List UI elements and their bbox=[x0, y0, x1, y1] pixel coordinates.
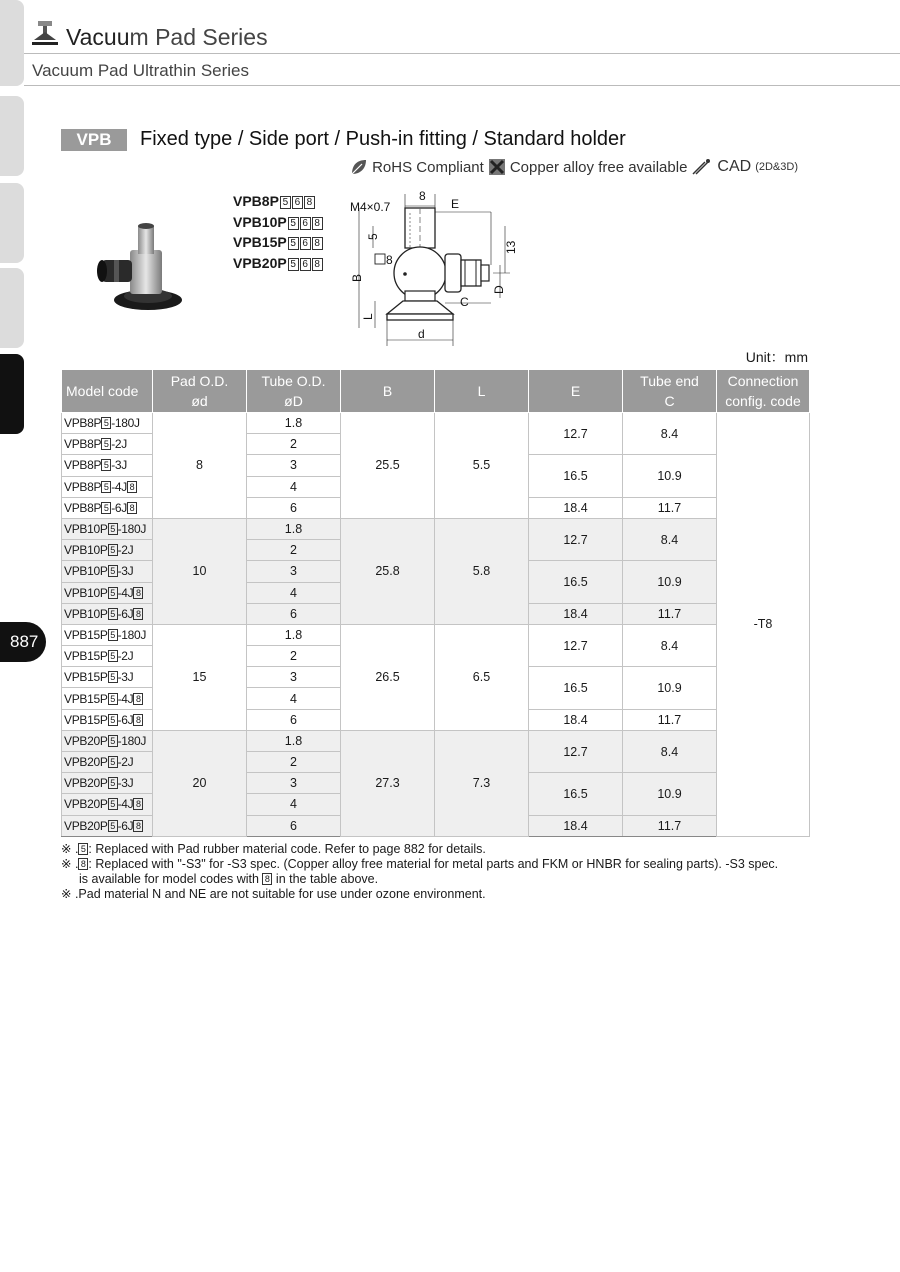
label-C: C bbox=[460, 295, 469, 309]
series-badge: VPB bbox=[61, 129, 127, 151]
model-code-cell: VPB8P 5 -6J 8 bbox=[62, 497, 153, 518]
b-cell: 27.3 bbox=[341, 730, 435, 836]
label-sq8: 8 bbox=[386, 253, 393, 267]
side-tab-2[interactable] bbox=[0, 96, 24, 176]
tube-end-cell: 11.7 bbox=[623, 709, 717, 730]
model-code-cell: VPB15P 5 -180J bbox=[62, 624, 153, 645]
l-cell: 6.5 bbox=[435, 624, 529, 730]
col-tube-end: Tube end C bbox=[623, 370, 717, 413]
label-13: 13 bbox=[504, 240, 518, 254]
label-5: 5 bbox=[366, 233, 380, 240]
tube-end-cell: 11.7 bbox=[623, 497, 717, 518]
l-cell: 5.5 bbox=[435, 413, 529, 519]
connection-code-cell: -T8 bbox=[717, 413, 810, 837]
side-tab-3[interactable] bbox=[0, 183, 24, 263]
model-code-cell: VPB8P 5 -3J bbox=[62, 455, 153, 476]
tube-od-cell: 3 bbox=[247, 561, 341, 582]
tube-od-cell: 1.8 bbox=[247, 518, 341, 539]
footnotes bbox=[61, 842, 821, 902]
footnote-1: ※ . 5 : Replaced with Pad rubber material code. Refer to page 882 for details. bbox=[61, 842, 486, 856]
tube-od-cell: 3 bbox=[247, 455, 341, 476]
col-e: E bbox=[529, 370, 623, 413]
tube-end-cell: 10.9 bbox=[623, 773, 717, 815]
footnote-3: ※ .Pad material N and NE are not suitable for use under ozone environment. bbox=[61, 887, 486, 901]
e-cell: 16.5 bbox=[529, 561, 623, 603]
model-code-cell: VPB20P 5 -4J 8 bbox=[62, 794, 153, 815]
tube-od-cell: 4 bbox=[247, 794, 341, 815]
tube-od-cell: 2 bbox=[247, 540, 341, 561]
tube-od-cell: 2 bbox=[247, 752, 341, 773]
tube-od-cell: 4 bbox=[247, 688, 341, 709]
l-cell: 7.3 bbox=[435, 730, 529, 836]
e-cell: 12.7 bbox=[529, 413, 623, 455]
label-d: d bbox=[418, 327, 425, 341]
tube-end-cell: 8.4 bbox=[623, 518, 717, 560]
vacuum-pad-icon bbox=[30, 20, 60, 50]
side-tab-1[interactable] bbox=[0, 0, 24, 86]
pad-od-cell: 15 bbox=[153, 624, 247, 730]
pad-od-cell: 20 bbox=[153, 730, 247, 836]
label-E: E bbox=[451, 197, 460, 211]
model-code-item: VPB10P 5 6 8 bbox=[233, 212, 323, 233]
table-row bbox=[62, 413, 810, 434]
model-code-item: VPB20P 5 6 8 bbox=[233, 253, 323, 274]
side-tab-active[interactable] bbox=[0, 354, 24, 434]
model-code-cell: VPB15P 5 -2J bbox=[62, 646, 153, 667]
cad-icon bbox=[691, 158, 713, 176]
model-code-cell: VPB8P 5 -180J bbox=[62, 413, 153, 434]
series-header-title: Vacuum Pad Series bbox=[66, 24, 268, 50]
footnote-2-cont: is available for model codes with 8 in the table above. bbox=[79, 872, 379, 886]
model-code-list bbox=[233, 191, 323, 273]
cad-note: (2D&3D) bbox=[755, 161, 798, 173]
tube-od-cell: 2 bbox=[247, 434, 341, 455]
e-cell: 18.4 bbox=[529, 815, 623, 836]
label-8: 8 bbox=[419, 189, 426, 203]
label-B: B bbox=[350, 273, 364, 282]
tube-od-cell: 1.8 bbox=[247, 730, 341, 751]
model-code-item: VPB15P 5 6 8 bbox=[233, 232, 323, 253]
e-cell: 12.7 bbox=[529, 624, 623, 666]
col-pad-od: Pad O.D. ød bbox=[153, 370, 247, 413]
tube-end-cell: 8.4 bbox=[623, 413, 717, 455]
model-code-cell: VPB15P 5 -3J bbox=[62, 667, 153, 688]
tube-od-cell: 3 bbox=[247, 773, 341, 794]
subheader-divider bbox=[24, 85, 900, 86]
e-cell: 18.4 bbox=[529, 603, 623, 624]
label-D: D bbox=[492, 285, 506, 294]
spec-table bbox=[61, 369, 810, 837]
col-b: B bbox=[341, 370, 435, 413]
copper-free-icon bbox=[488, 158, 506, 176]
b-cell: 25.5 bbox=[341, 413, 435, 519]
model-code-cell: VPB20P 5 -180J bbox=[62, 730, 153, 751]
e-cell: 12.7 bbox=[529, 730, 623, 772]
leaf-icon bbox=[350, 158, 368, 176]
copper-free-label: Copper alloy free available bbox=[509, 158, 688, 176]
tube-end-cell: 10.9 bbox=[623, 455, 717, 497]
tube-od-cell: 2 bbox=[247, 646, 341, 667]
b-cell: 25.8 bbox=[341, 518, 435, 624]
model-code-cell: VPB10P 5 -180J bbox=[62, 518, 153, 539]
model-code-cell: VPB15P 5 -4J 8 bbox=[62, 688, 153, 709]
col-tube-od: Tube O.D. øD bbox=[247, 370, 341, 413]
tube-od-cell: 1.8 bbox=[247, 624, 341, 645]
col-l: L bbox=[435, 370, 529, 413]
series-subtitle: Vacuum Pad Ultrathin Series bbox=[32, 61, 250, 80]
table-row bbox=[62, 518, 810, 539]
model-code-cell: VPB10P 5 -3J bbox=[62, 561, 153, 582]
l-cell: 5.8 bbox=[435, 518, 529, 624]
model-code-cell: VPB20P 5 -3J bbox=[62, 773, 153, 794]
page-number-badge bbox=[0, 622, 46, 662]
model-code-cell: VPB8P 5 -4J 8 bbox=[62, 476, 153, 497]
e-cell: 16.5 bbox=[529, 455, 623, 497]
b-cell: 26.5 bbox=[341, 624, 435, 730]
tube-od-cell: 4 bbox=[247, 476, 341, 497]
feature-labels bbox=[350, 158, 798, 176]
col-model: Model code bbox=[62, 370, 153, 413]
tube-od-cell: 1.8 bbox=[247, 413, 341, 434]
model-code-cell: VPB10P 5 -6J 8 bbox=[62, 603, 153, 624]
side-tab-4[interactable] bbox=[0, 268, 24, 348]
rohs-label: RoHS Compliant bbox=[372, 158, 484, 176]
tube-od-cell: 4 bbox=[247, 582, 341, 603]
model-code-item: VPB8P 5 6 8 bbox=[233, 191, 323, 212]
e-cell: 18.4 bbox=[529, 497, 623, 518]
tube-od-cell: 6 bbox=[247, 815, 341, 836]
tube-od-cell: 3 bbox=[247, 667, 341, 688]
label-L: L bbox=[361, 313, 375, 320]
header-divider bbox=[24, 53, 900, 54]
tube-od-cell: 6 bbox=[247, 497, 341, 518]
series-title: Fixed type / Side port / Push-in fitting / Standard holder bbox=[140, 128, 626, 150]
tube-end-cell: 8.4 bbox=[623, 624, 717, 666]
label-thread: M4×0.7 bbox=[350, 200, 391, 214]
tube-end-cell: 10.9 bbox=[623, 667, 717, 709]
tube-od-cell: 6 bbox=[247, 709, 341, 730]
model-code-cell: VPB10P 5 -4J 8 bbox=[62, 582, 153, 603]
model-code-cell: VPB20P 5 -2J bbox=[62, 752, 153, 773]
e-cell: 12.7 bbox=[529, 518, 623, 560]
e-cell: 18.4 bbox=[529, 709, 623, 730]
product-photo bbox=[88, 218, 188, 318]
unit-label: Unit：mm bbox=[745, 349, 808, 365]
pad-od-cell: 8 bbox=[153, 413, 247, 519]
col-connection: Connection config. code bbox=[717, 370, 810, 413]
table-row bbox=[62, 624, 810, 645]
tube-end-cell: 10.9 bbox=[623, 561, 717, 603]
e-cell: 16.5 bbox=[529, 667, 623, 709]
e-cell: 16.5 bbox=[529, 773, 623, 815]
model-code-cell: VPB8P 5 -2J bbox=[62, 434, 153, 455]
tube-end-cell: 11.7 bbox=[623, 603, 717, 624]
tube-od-cell: 6 bbox=[247, 603, 341, 624]
tube-end-cell: 11.7 bbox=[623, 815, 717, 836]
model-code-cell: VPB10P 5 -2J bbox=[62, 540, 153, 561]
dimension-drawing bbox=[345, 188, 525, 353]
table-row bbox=[62, 730, 810, 751]
table-header-row bbox=[62, 370, 810, 413]
cad-label[interactable]: CAD bbox=[717, 158, 752, 175]
model-code-cell: VPB20P 5 -6J 8 bbox=[62, 815, 153, 836]
pad-od-cell: 10 bbox=[153, 518, 247, 624]
tube-end-cell: 8.4 bbox=[623, 730, 717, 772]
page-number: 887 bbox=[10, 632, 39, 651]
footnote-2: ※ . 8 : Replaced with "-S3" for -S3 spec. (Copper alloy free material for metal parts and FKM or HNBR for sealing parts). -S3 spec. bbox=[61, 857, 779, 871]
model-code-cell: VPB15P 5 -6J 8 bbox=[62, 709, 153, 730]
